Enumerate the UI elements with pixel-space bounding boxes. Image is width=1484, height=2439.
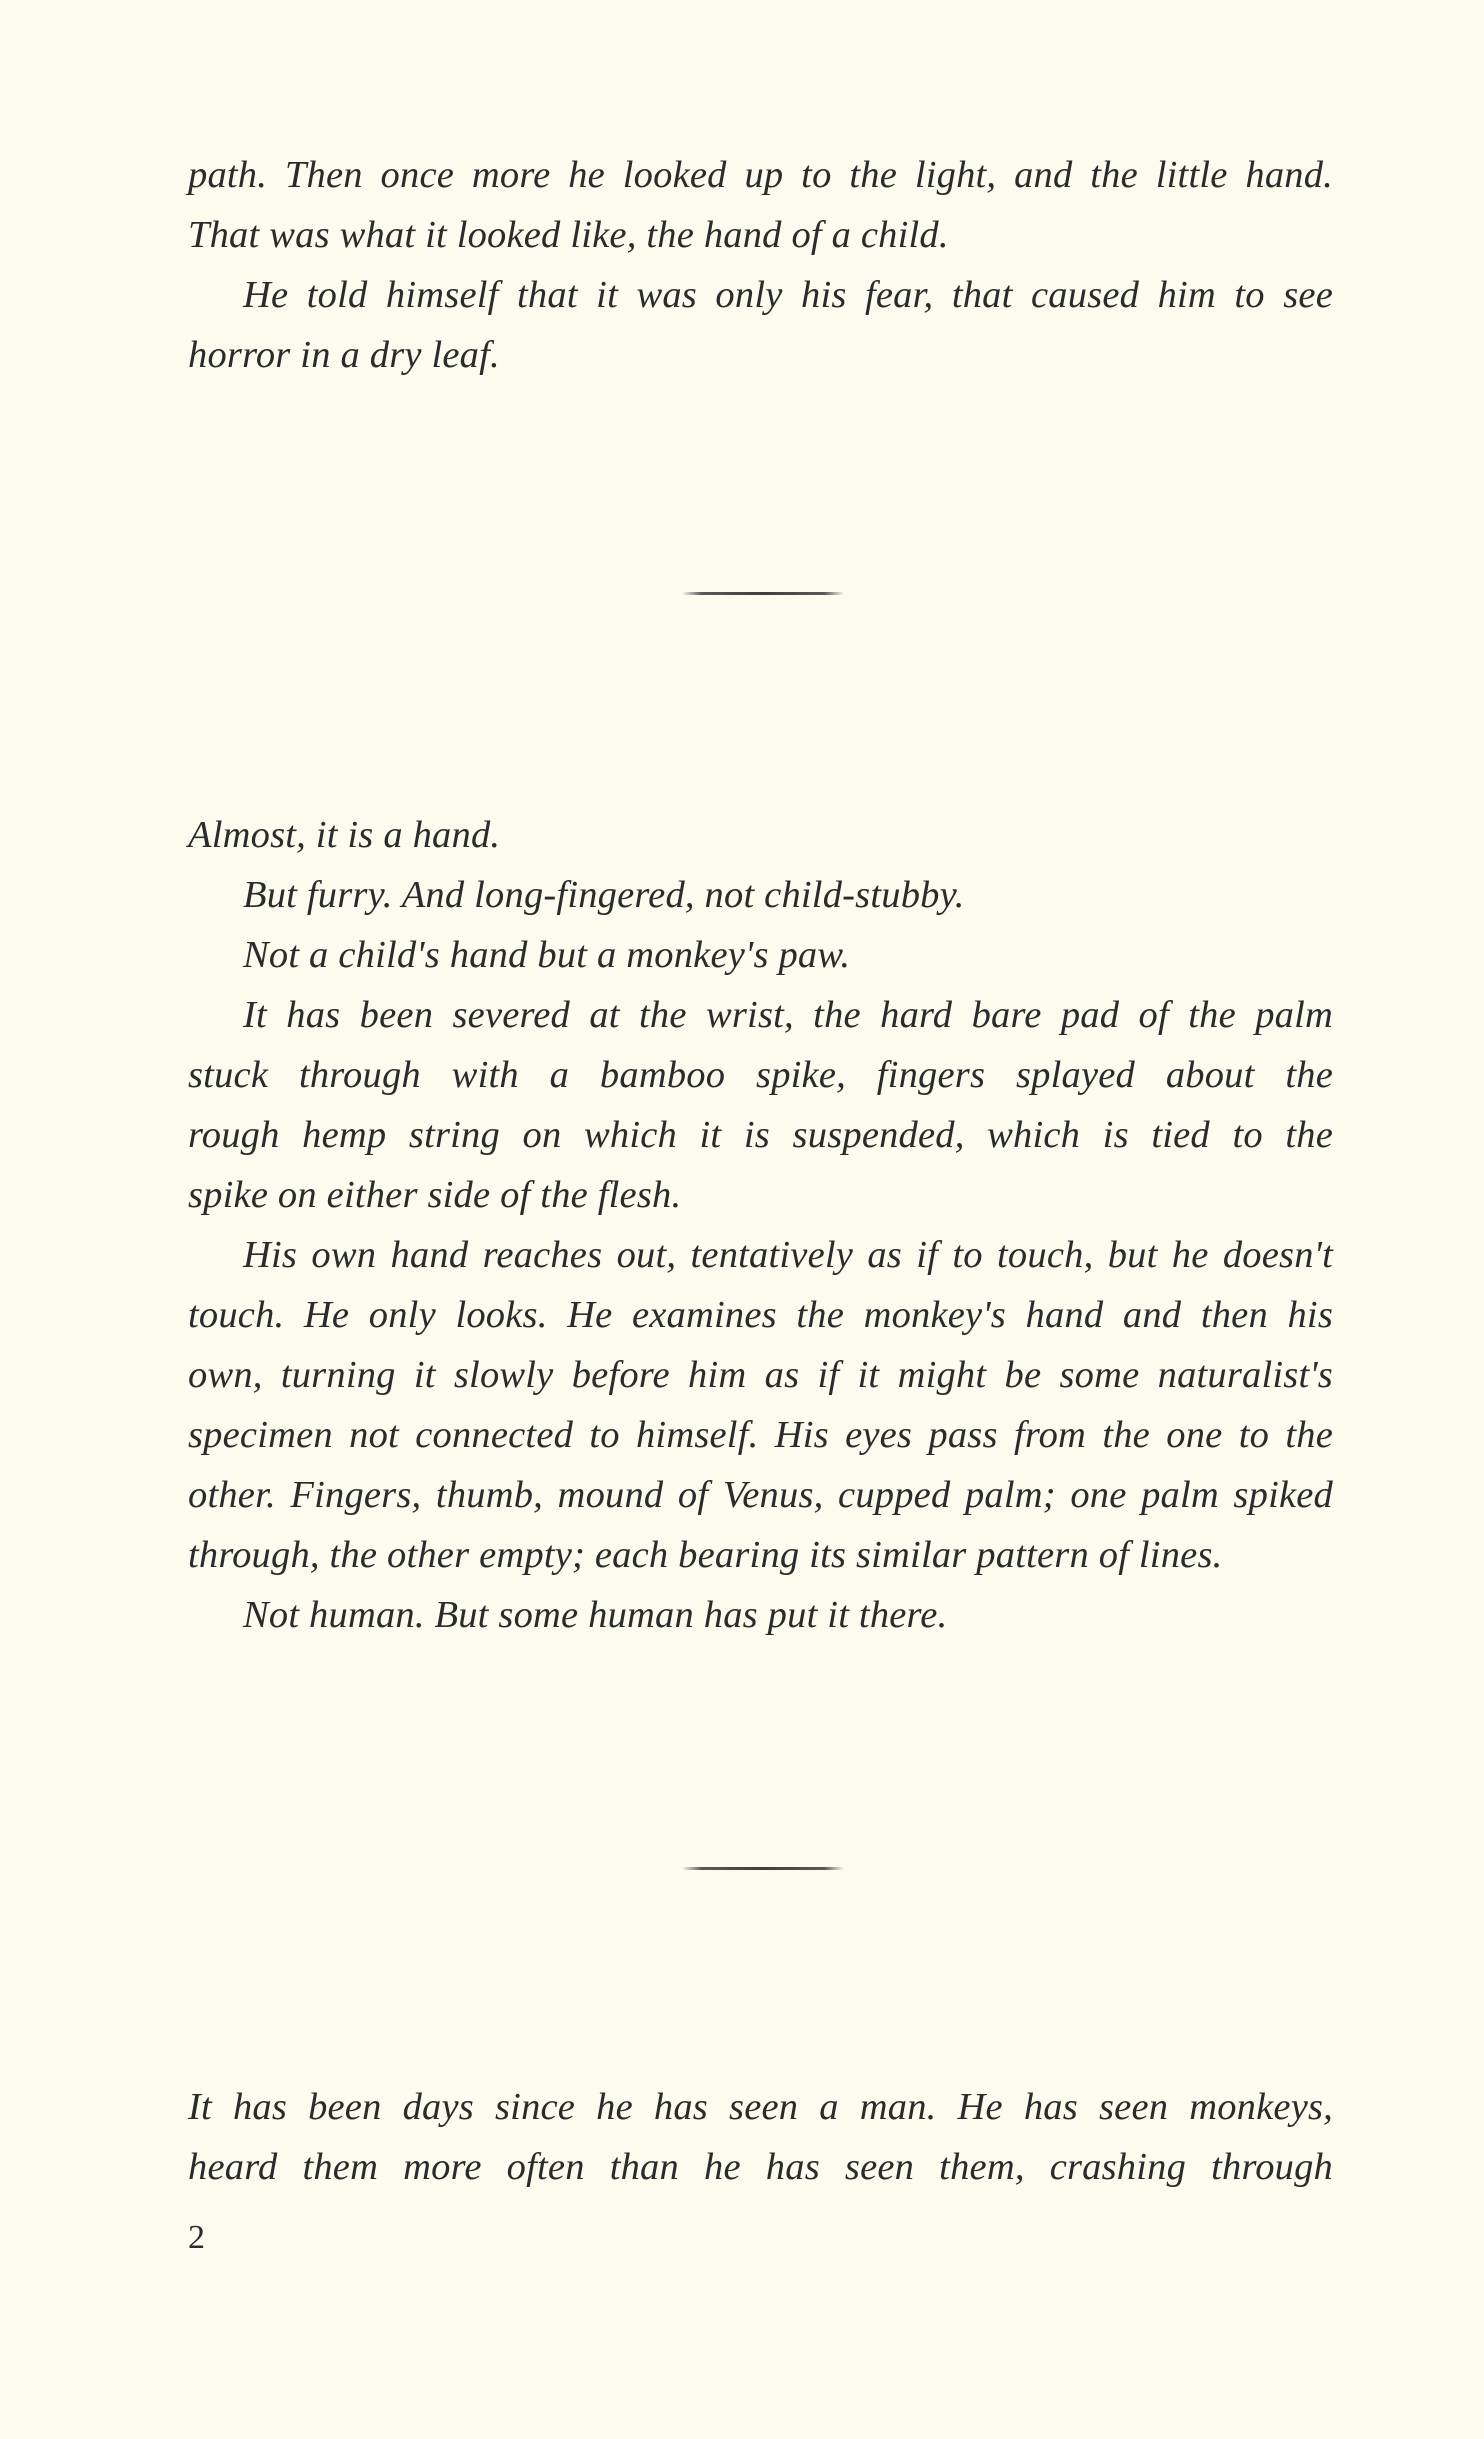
text-line: stuck through with a bamboo spike, fingers splayed about the — [188, 1054, 1333, 1096]
text-line: heard them more often than he has seen them, crashing through — [188, 2146, 1333, 2188]
text-line: It has been days since he has seen a man. He has seen monkeys, — [188, 2086, 1333, 2128]
text-line: It has been severed at the wrist, the hard bare pad of the palm — [243, 994, 1333, 1036]
page-number: 2 — [188, 2219, 205, 2256]
text-line: rough hemp string on which it is suspended, which is tied to the — [188, 1114, 1333, 1156]
text-section-1 — [188, 145, 1333, 385]
text-line: through, the other empty; each bearing its similar pattern of lines. — [188, 1534, 1223, 1576]
section-break-rule — [682, 592, 844, 595]
text-line: horror in a dry leaf. — [188, 334, 500, 376]
text-line: path. Then once more he looked up to the light, and the little hand. — [188, 154, 1333, 196]
text-line: other. Fingers, thumb, mound of Venus, cupped palm; one palm spiked — [188, 1474, 1333, 1516]
text-line: touch. He only looks. He examines the monkey's hand and then his — [188, 1294, 1333, 1336]
text-line: But furry. And long-fingered, not child-stubby. — [243, 874, 965, 916]
text-line: Almost, it is a hand. — [188, 814, 501, 856]
text-line: specimen not connected to himself. His eyes pass from the one to the — [188, 1414, 1333, 1456]
text-line: That was what it looked like, the hand of a child. — [188, 214, 949, 256]
text-section-2 — [188, 805, 1333, 1645]
text-line: spike on either side of the flesh. — [188, 1174, 682, 1216]
text-line: His own hand reaches out, tentatively as if to touch, but he doesn't — [243, 1234, 1333, 1276]
text-line: own, turning it slowly before him as if it might be some naturalist's — [188, 1354, 1333, 1396]
text-line: Not human. But some human has put it there. — [243, 1594, 948, 1636]
text-section-3 — [188, 2077, 1333, 2197]
section-break-rule — [682, 1867, 844, 1870]
text-line: He told himself that it was only his fear, that caused him to see — [243, 274, 1333, 316]
text-line: Not a child's hand but a monkey's paw. — [243, 934, 851, 976]
